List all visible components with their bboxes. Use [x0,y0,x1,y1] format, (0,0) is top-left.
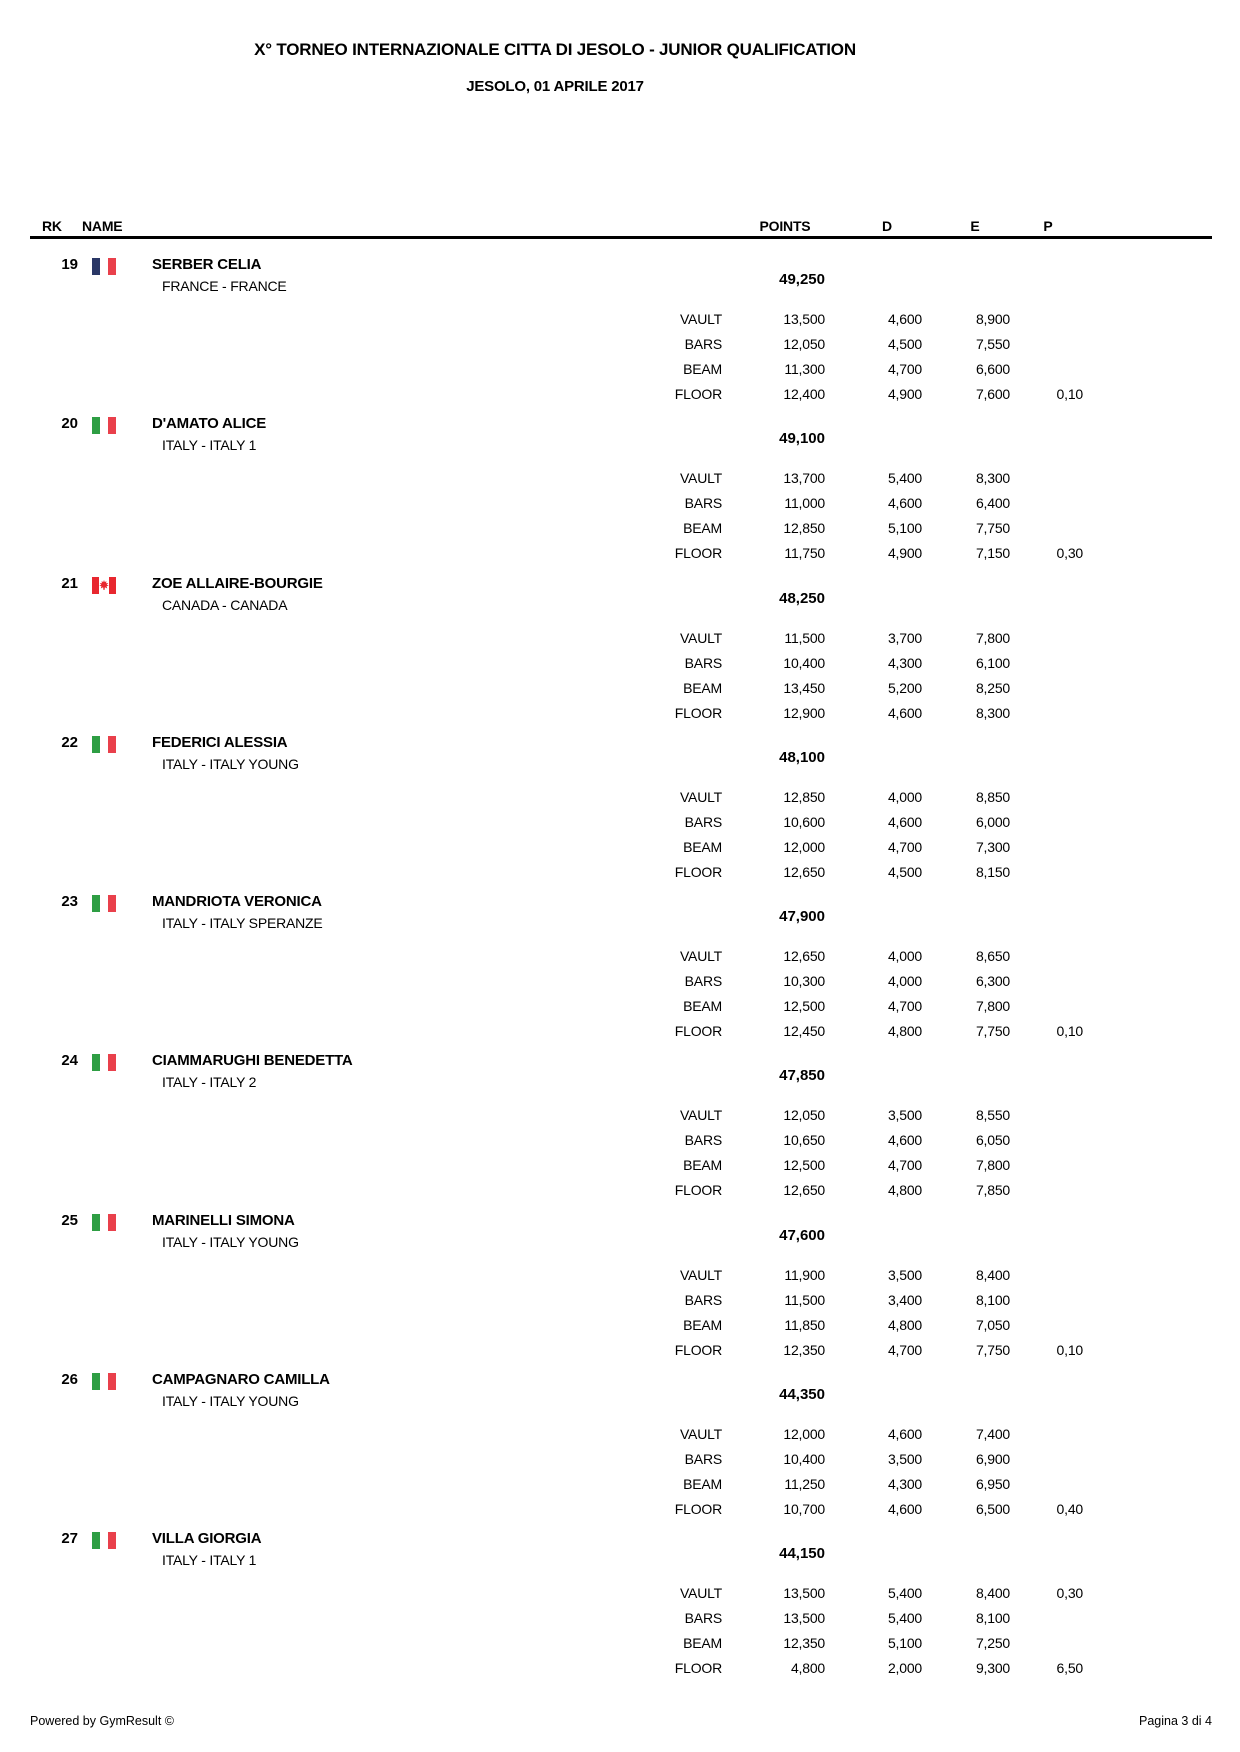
flag-stripe [100,417,108,434]
apparatus-label: FLOOR [674,704,722,721]
athlete-row [0,256,1240,415]
apparatus-row [0,466,1240,491]
athlete-rank: 22 [61,733,78,751]
apparatus-e-score: 7,750 [975,1023,1010,1040]
apparatus-row [0,676,1240,701]
apparatus-e-score: 6,300 [975,973,1010,990]
apparatus-d-score: 5,400 [887,1610,922,1627]
apparatus-d-score: 4,800 [887,1023,922,1040]
apparatus-e-score: 6,600 [975,361,1010,377]
col-header-name: NAME [82,218,123,234]
apparatus-e-score: 8,150 [975,863,1010,880]
athlete-total-points: 44,150 [779,1545,825,1563]
apparatus-e-score: 8,300 [975,470,1010,487]
apparatus-e-score: 8,850 [975,788,1010,805]
athlete-row [0,734,1240,893]
apparatus-penalty: 6,50 [1056,1660,1083,1677]
apparatus-d-score: 4,800 [887,1316,922,1333]
apparatus-label: BEAM [683,838,722,855]
apparatus-e-score: 6,500 [975,1501,1010,1518]
athlete-row [0,415,1240,574]
apparatus-label: FLOOR [674,1501,722,1518]
athlete-name: CIAMMARUGHI BENEDETTA [152,1052,353,1070]
apparatus-row [0,1447,1240,1472]
apparatus-penalty: 0,10 [1056,1023,1083,1040]
apparatus-points: 12,850 [783,520,825,537]
apparatus-penalty: 0,40 [1056,1501,1083,1518]
apparatus-label: VAULT [679,1266,722,1283]
apparatus-label: FLOOR [674,1182,722,1199]
flag-france-icon [92,258,116,275]
apparatus-d-score: 4,900 [887,386,922,402]
athlete-total-points: 44,350 [779,1386,825,1404]
apparatus-points: 10,400 [783,654,825,671]
athlete-rank: 27 [61,1530,78,1548]
apparatus-points: 11,250 [784,1476,825,1493]
flag-stripe [92,736,100,753]
flag-stripe [92,1373,100,1390]
apparatus-points: 12,000 [783,1426,825,1443]
apparatus-d-score: 4,300 [887,654,922,671]
apparatus-rows [0,1422,1240,1522]
apparatus-row [0,357,1240,382]
flag-italy-icon [92,417,116,434]
athlete-row [0,893,1240,1052]
flag-italy-icon [92,1532,116,1549]
apparatus-d-score: 3,500 [887,1107,922,1124]
apparatus-e-score: 8,300 [975,704,1010,721]
apparatus-e-score: 7,400 [975,1426,1010,1443]
apparatus-points: 11,900 [784,1266,825,1283]
athlete-team: ITALY - ITALY YOUNG [162,755,299,772]
apparatus-row [0,1263,1240,1288]
apparatus-d-score: 4,700 [887,838,922,855]
apparatus-d-score: 4,300 [887,1476,922,1493]
apparatus-points: 13,500 [783,1610,825,1627]
apparatus-label: BEAM [683,679,722,696]
apparatus-e-score: 8,250 [975,679,1010,696]
apparatus-label: VAULT [679,1585,722,1602]
athlete-team: ITALY - ITALY 1 [162,1552,257,1569]
apparatus-rows [0,307,1240,407]
apparatus-label: BEAM [683,1476,722,1493]
flag-stripe [100,258,108,275]
col-header-points: POINTS [759,218,811,234]
apparatus-row [0,994,1240,1019]
apparatus-e-score: 6,000 [975,813,1010,830]
flag-stripe [92,1054,100,1071]
apparatus-row [0,944,1240,969]
athlete-name: MANDRIOTA VERONICA [152,893,322,911]
apparatus-row [0,1581,1240,1606]
apparatus-label: VAULT [679,948,722,965]
athlete-name: D'AMATO ALICE [152,415,267,433]
apparatus-label: FLOOR [674,545,722,562]
apparatus-label: FLOOR [674,386,722,402]
apparatus-e-score: 6,900 [975,1451,1010,1468]
apparatus-e-score: 6,100 [975,654,1010,671]
flag-stripe [108,736,116,753]
flag-canada-icon [92,577,116,594]
apparatus-points: 10,300 [783,973,825,990]
apparatus-points: 10,600 [783,813,825,830]
athlete-team: ITALY - ITALY 2 [162,1074,257,1091]
apparatus-label: VAULT [679,311,722,327]
apparatus-e-score: 7,550 [975,336,1010,352]
apparatus-e-score: 7,850 [975,1182,1010,1199]
apparatus-e-score: 7,750 [975,520,1010,537]
apparatus-row [0,541,1240,566]
athlete-name: MARINELLI SIMONA [152,1211,295,1229]
apparatus-row [0,701,1240,726]
apparatus-d-score: 4,800 [887,1182,922,1199]
flag-stripe [100,1054,108,1071]
apparatus-e-score: 8,100 [975,1291,1010,1308]
apparatus-row [0,516,1240,541]
apparatus-points: 13,500 [783,1585,825,1602]
apparatus-points: 11,750 [784,545,825,562]
apparatus-label: FLOOR [674,1023,722,1040]
apparatus-e-score: 8,400 [975,1585,1010,1602]
apparatus-e-score: 8,900 [975,311,1010,327]
apparatus-label: BARS [684,336,722,352]
flag-stripe [100,736,108,753]
apparatus-label: BEAM [683,1635,722,1652]
athlete-total-points: 49,250 [779,271,825,288]
apparatus-row [0,1472,1240,1497]
apparatus-rows [0,466,1240,566]
apparatus-label: FLOOR [674,1341,722,1358]
footer-powered-by: Powered by GymResult © [30,1714,174,1728]
apparatus-points: 12,450 [783,1023,825,1040]
apparatus-rows [0,1581,1240,1681]
apparatus-e-score: 6,050 [975,1132,1010,1149]
apparatus-points: 4,800 [790,1660,825,1677]
apparatus-row [0,1019,1240,1044]
apparatus-d-score: 4,600 [887,1501,922,1518]
apparatus-label: BARS [684,1132,722,1149]
apparatus-label: VAULT [679,1426,722,1443]
apparatus-e-score: 6,950 [975,1476,1010,1493]
page-subtitle: JESOLO, 01 APRILE 2017 [466,78,644,95]
apparatus-points: 10,650 [783,1132,825,1149]
apparatus-row [0,785,1240,810]
athlete-name: VILLA GIORGIA [152,1530,262,1548]
athlete-name: CAMPAGNARO CAMILLA [152,1371,330,1389]
flag-stripe [100,1373,108,1390]
apparatus-rows [0,785,1240,885]
apparatus-row [0,1631,1240,1656]
apparatus-e-score: 7,800 [975,629,1010,646]
apparatus-row [0,969,1240,994]
apparatus-label: VAULT [679,788,722,805]
flag-stripe [109,577,116,594]
apparatus-row [0,1178,1240,1203]
apparatus-points: 11,850 [784,1316,825,1333]
apparatus-row [0,1103,1240,1128]
apparatus-points: 12,500 [783,998,825,1015]
flag-italy-icon [92,1054,116,1071]
apparatus-points: 12,500 [783,1157,825,1174]
apparatus-e-score: 8,550 [975,1107,1010,1124]
apparatus-points: 13,450 [783,679,825,696]
athlete-rank: 26 [61,1371,78,1389]
apparatus-label: BEAM [683,998,722,1015]
apparatus-d-score: 4,000 [887,973,922,990]
apparatus-row [0,810,1240,835]
apparatus-d-score: 4,000 [887,788,922,805]
flag-stripe [108,1373,116,1390]
athlete-total-points: 49,100 [779,430,825,448]
apparatus-points: 12,900 [783,704,825,721]
apparatus-d-score: 4,600 [887,311,922,327]
apparatus-e-score: 9,300 [975,1660,1010,1677]
apparatus-points: 12,650 [783,1182,825,1199]
athlete-row [0,1530,1240,1689]
apparatus-label: BARS [684,1610,722,1627]
apparatus-d-score: 4,000 [887,948,922,965]
apparatus-row [0,1497,1240,1522]
page-title: X° TORNEO INTERNAZIONALE CITTA DI JESOLO - JUNIOR QUALIFICATION [254,40,856,59]
apparatus-penalty: 0,30 [1056,1585,1083,1602]
flag-stripe [108,895,116,912]
apparatus-label: VAULT [679,470,722,487]
apparatus-d-score: 4,600 [887,495,922,512]
flag-stripe [108,258,116,275]
apparatus-d-score: 3,500 [887,1451,922,1468]
apparatus-d-score: 4,700 [887,998,922,1015]
athlete-total-points: 48,250 [779,589,825,607]
apparatus-label: VAULT [679,1107,722,1124]
flag-stripe [92,1532,100,1549]
flag-stripe [92,1214,100,1231]
apparatus-d-score: 4,700 [887,361,922,377]
apparatus-label: BEAM [683,1316,722,1333]
apparatus-points: 10,700 [783,1501,825,1518]
apparatus-row [0,307,1240,332]
apparatus-points: 12,400 [783,386,825,402]
apparatus-points: 12,350 [783,1341,825,1358]
apparatus-e-score: 6,400 [975,495,1010,512]
apparatus-d-score: 4,900 [887,545,922,562]
athlete-row [0,1371,1240,1530]
flag-stripe [108,1532,116,1549]
apparatus-row [0,382,1240,407]
athlete-rank: 20 [61,415,78,433]
athlete-team: ITALY - ITALY YOUNG [162,1233,299,1250]
apparatus-row [0,1128,1240,1153]
apparatus-d-score: 2,000 [887,1660,922,1677]
apparatus-label: BEAM [683,1157,722,1174]
apparatus-d-score: 5,400 [887,1585,922,1602]
apparatus-rows [0,944,1240,1044]
apparatus-penalty: 0,30 [1056,545,1083,562]
athlete-total-points: 47,900 [779,908,825,926]
apparatus-e-score: 8,650 [975,948,1010,965]
apparatus-points: 12,850 [783,788,825,805]
apparatus-d-score: 3,400 [887,1291,922,1308]
apparatus-row [0,1338,1240,1363]
apparatus-points: 10,400 [783,1451,825,1468]
apparatus-points: 12,050 [783,1107,825,1124]
col-header-d-score: D [882,218,892,234]
apparatus-d-score: 3,700 [887,629,922,646]
athlete-team: CANADA - CANADA [162,596,288,613]
apparatus-e-score: 8,400 [975,1266,1010,1283]
apparatus-points: 11,300 [784,361,825,377]
apparatus-points: 12,650 [783,863,825,880]
athlete-total-points: 47,850 [779,1067,825,1085]
apparatus-row [0,626,1240,651]
flag-stripe [100,1532,108,1549]
apparatus-d-score: 4,700 [887,1157,922,1174]
flag-stripe [108,1214,116,1231]
athlete-rank: 23 [61,893,78,911]
athlete-row [0,575,1240,734]
apparatus-row [0,1153,1240,1178]
apparatus-row [0,1288,1240,1313]
apparatus-points: 11,000 [784,495,825,512]
athlete-row [0,1212,1240,1371]
apparatus-points: 11,500 [784,1291,825,1308]
footer-page-number: Pagina 3 di 4 [1139,1714,1212,1728]
athlete-team: ITALY - ITALY 1 [162,437,257,454]
apparatus-d-score: 5,200 [887,679,922,696]
maple-leaf-icon [98,579,110,591]
apparatus-d-score: 4,700 [887,1341,922,1358]
athlete-name: ZOE ALLAIRE-BOURGIE [152,574,323,592]
athlete-rank: 19 [61,256,78,273]
apparatus-row [0,860,1240,885]
apparatus-row [0,651,1240,676]
apparatus-e-score: 7,750 [975,1341,1010,1358]
apparatus-label: BEAM [683,520,722,537]
apparatus-label: FLOOR [674,863,722,880]
flag-stripe [108,417,116,434]
apparatus-label: BARS [684,654,722,671]
col-header-rank: RK [42,218,62,234]
apparatus-e-score: 7,250 [975,1635,1010,1652]
athlete-rank: 25 [61,1211,78,1229]
athlete-row [0,1052,1240,1211]
athlete-total-points: 48,100 [779,748,825,766]
apparatus-points: 12,350 [783,1635,825,1652]
athlete-total-points: 47,600 [779,1226,825,1244]
apparatus-label: BARS [684,1451,722,1468]
apparatus-d-score: 4,600 [887,1132,922,1149]
col-header-penalty: P [1043,218,1053,234]
apparatus-d-score: 4,600 [887,1426,922,1443]
apparatus-label: BARS [684,973,722,990]
apparatus-penalty: 0,10 [1056,1341,1083,1358]
apparatus-rows [0,626,1240,726]
flag-stripe [100,1214,108,1231]
apparatus-row [0,1606,1240,1631]
athlete-name: SERBER CELIA [152,256,262,273]
apparatus-label: VAULT [679,629,722,646]
apparatus-row [0,1656,1240,1681]
apparatus-label: FLOOR [674,1660,722,1677]
apparatus-e-score: 7,050 [975,1316,1010,1333]
flag-stripe [92,258,100,275]
results-list [0,256,1240,1690]
apparatus-e-score: 7,300 [975,838,1010,855]
apparatus-points: 11,500 [784,629,825,646]
col-header-e-score: E [970,218,980,234]
apparatus-d-score: 5,400 [887,470,922,487]
apparatus-d-score: 4,600 [887,813,922,830]
athlete-rank: 24 [61,1052,78,1070]
apparatus-label: BARS [684,1291,722,1308]
flag-italy-icon [92,1373,116,1390]
apparatus-label: BARS [684,813,722,830]
athlete-name: FEDERICI ALESSIA [152,733,288,751]
flag-stripe [100,895,108,912]
apparatus-points: 12,050 [783,336,825,352]
apparatus-d-score: 3,500 [887,1266,922,1283]
apparatus-e-score: 7,600 [975,386,1010,402]
apparatus-points: 13,700 [783,470,825,487]
apparatus-e-score: 7,150 [975,545,1010,562]
apparatus-row [0,491,1240,516]
apparatus-e-score: 7,800 [975,998,1010,1015]
apparatus-rows [0,1263,1240,1363]
apparatus-d-score: 5,100 [887,520,922,537]
apparatus-label: BARS [684,495,722,512]
apparatus-rows [0,1103,1240,1203]
apparatus-row [0,1422,1240,1447]
flag-italy-icon [92,895,116,912]
header-rule [30,236,1212,239]
flag-italy-icon [92,736,116,753]
athlete-team: FRANCE - FRANCE [162,278,287,294]
apparatus-row [0,332,1240,357]
apparatus-d-score: 4,600 [887,704,922,721]
apparatus-d-score: 5,100 [887,1635,922,1652]
athlete-team: ITALY - ITALY YOUNG [162,1393,299,1410]
apparatus-row [0,1313,1240,1338]
apparatus-e-score: 7,800 [975,1157,1010,1174]
apparatus-row [0,835,1240,860]
apparatus-d-score: 4,500 [887,863,922,880]
apparatus-d-score: 4,500 [887,336,922,352]
apparatus-points: 13,500 [783,311,825,327]
athlete-team: ITALY - ITALY SPERANZE [162,915,323,932]
flag-stripe [108,1054,116,1071]
apparatus-e-score: 8,100 [975,1610,1010,1627]
apparatus-points: 12,650 [783,948,825,965]
athlete-rank: 21 [61,574,78,592]
flag-stripe [92,895,100,912]
apparatus-penalty: 0,10 [1056,386,1083,402]
apparatus-points: 12,000 [783,838,825,855]
apparatus-label: BEAM [683,361,722,377]
flag-italy-icon [92,1214,116,1231]
flag-stripe [92,417,100,434]
